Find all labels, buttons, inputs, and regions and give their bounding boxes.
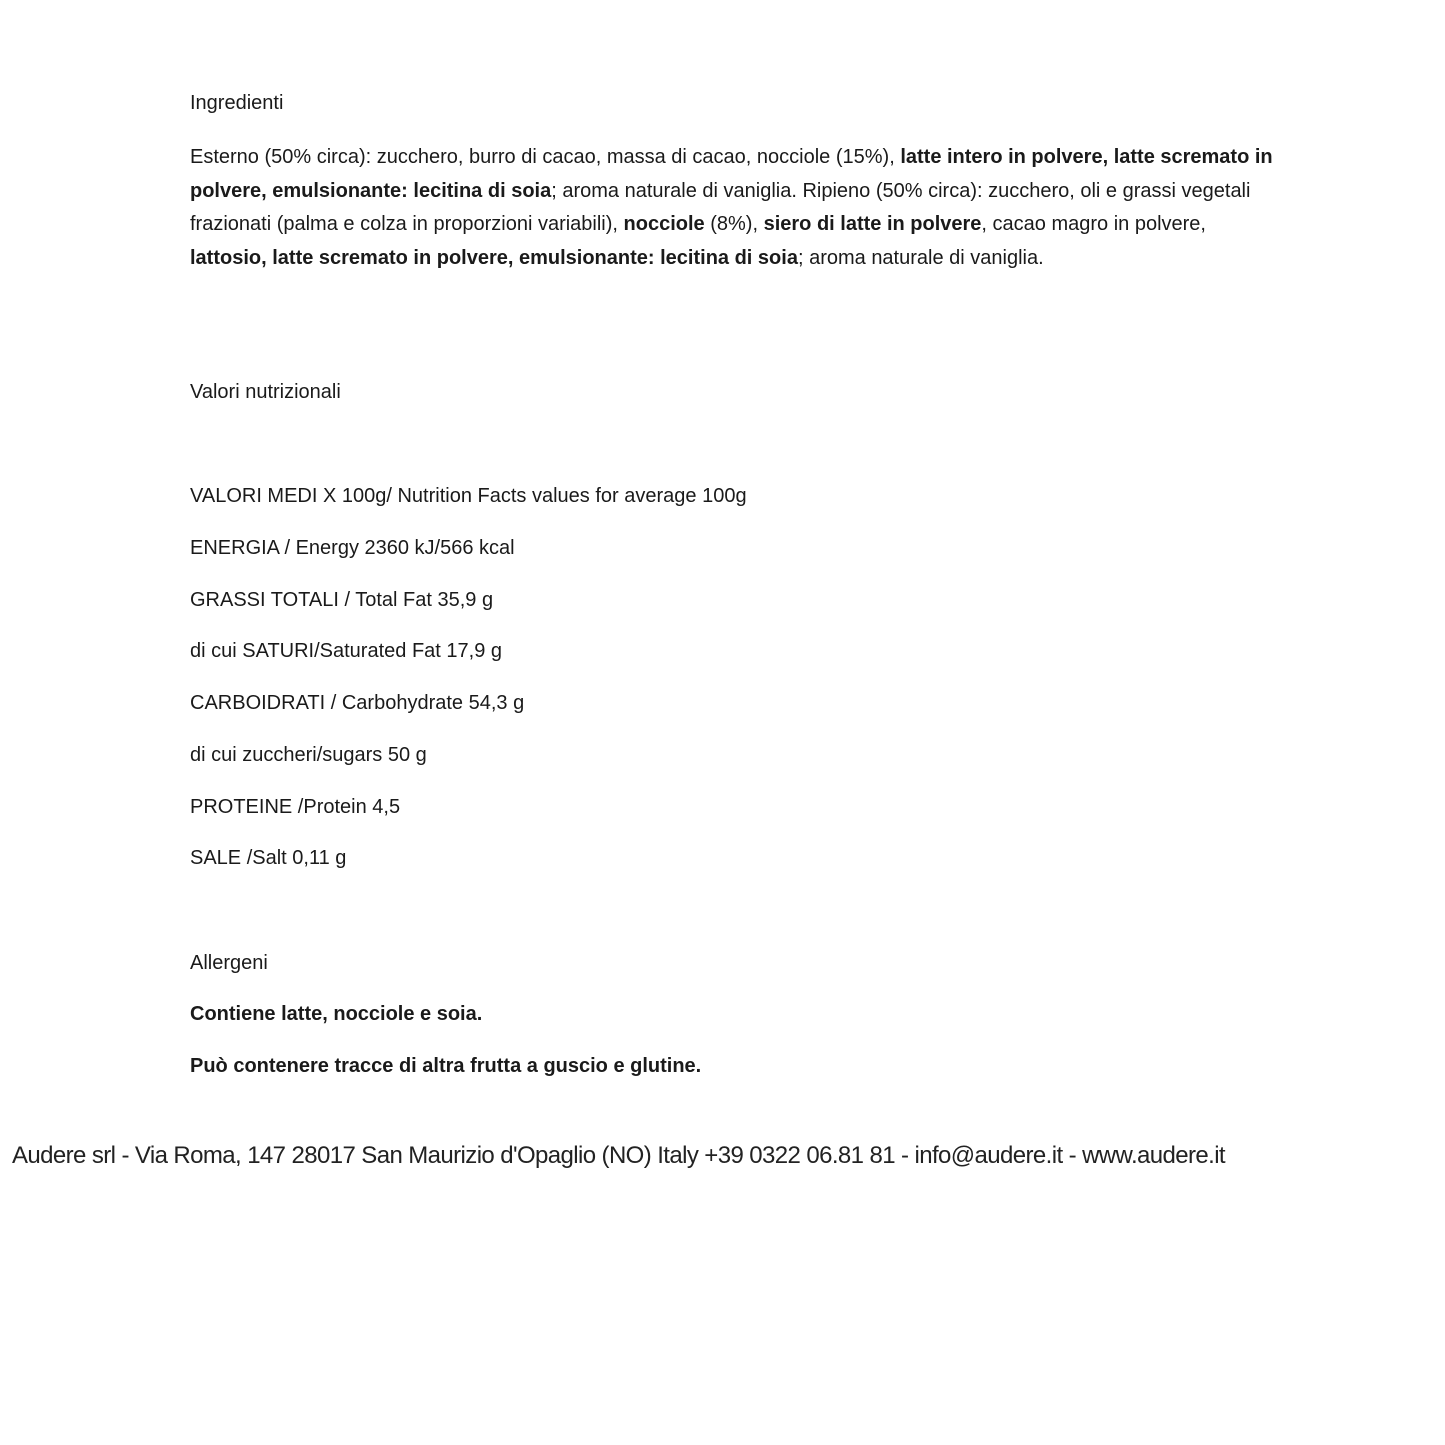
ingredients-text	[190, 141, 1285, 275]
nutrition-line: CARBOIDRATI / Carbohydrate 54,3 g	[190, 692, 525, 714]
nutrition-line: ENERGIA / Energy 2360 kJ/566 kcal	[190, 537, 515, 559]
ingredients-segment: ; aroma naturale di vaniglia.	[797, 246, 1044, 269]
ingredients-segment: ; aroma naturale di vaniglia. Ripieno (50% circa): zucchero, oli e grassi vegetali frazionati (palma e colza in proporzioni variabili),	[190, 179, 1251, 235]
allergen-line: Contiene latte, nocciole e soia.	[190, 1003, 483, 1025]
nutrition-line: di cui SATURI/Saturated Fat 17,9 g	[190, 640, 503, 662]
allergen-line: Può contenere tracce di altra frutta a guscio e glutine.	[190, 1055, 702, 1077]
nutrition-line: di cui zuccheri/sugars 50 g	[190, 744, 427, 766]
allergens-heading: Allergeni	[190, 952, 268, 974]
company-footer: Audere srl - Via Roma, 147 28017 San Maurizio d'Opaglio (NO) Italy +39 0322 06.81 81 - info@audere.it - www.audere.it	[12, 1144, 1226, 1168]
nutrition-heading: Valori nutrizionali	[190, 381, 341, 403]
nutrition-line: GRASSI TOTALI / Total Fat 35,9 g	[190, 589, 494, 611]
ingredients-segment-bold: lattosio, latte scremato in polvere, emulsionante: lecitina di soia	[190, 246, 798, 269]
ingredients-segment-bold: nocciole	[623, 213, 705, 235]
nutrition-line: VALORI MEDI X 100g/ Nutrition Facts values for average 100g	[190, 485, 747, 507]
ingredients-segment: , cacao magro in polvere,	[981, 213, 1206, 235]
ingredients-segment-bold: siero di latte in polvere	[763, 213, 982, 235]
nutrition-line: SALE /Salt 0,11 g	[190, 847, 347, 869]
nutrition-line: PROTEINE /Protein 4,5	[190, 796, 401, 818]
ingredients-segment: (8%),	[704, 213, 764, 235]
ingredients-segment: Esterno (50% circa): zucchero, burro di cacao, massa di cacao, nocciole (15%),	[190, 146, 901, 168]
ingredients-segment-bold: latte intero in polvere, latte scremato in polvere, emulsionante: lecitina di soia	[190, 146, 1273, 202]
ingredients-heading: Ingredienti	[190, 92, 284, 114]
